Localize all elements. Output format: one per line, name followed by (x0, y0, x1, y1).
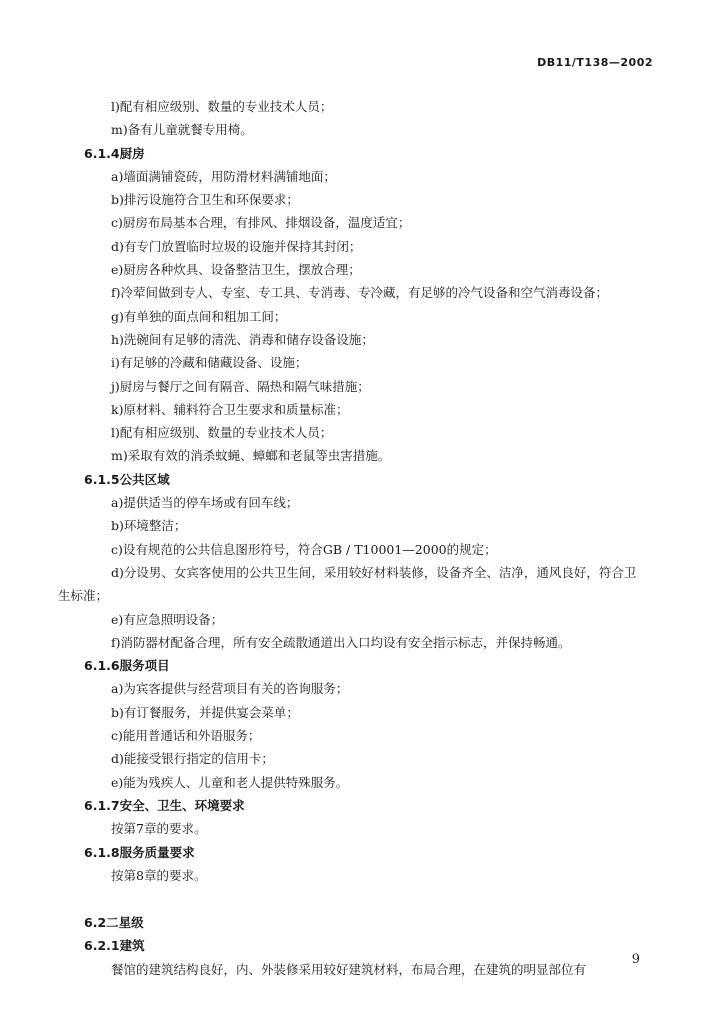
list-item: f)消防器材配备合理，所有安全疏散通道出入口均设有安全指示标志，并保持畅通。 (111, 634, 571, 650)
requirement-note: 按第7章的要求。 (111, 821, 207, 837)
section-heading (58, 468, 658, 491)
list-item: f)冷荤间做到专人、专室、专工具、专消毒、专冷藏，有足够的冷气设备和空气消毒设备； (111, 285, 609, 301)
list-item: i)有足够的冷藏和储藏设备、设施； (111, 355, 308, 371)
document-body (58, 95, 658, 981)
list-item: b)环境整洁； (111, 518, 187, 534)
list-item: k)原材料、辅料符合卫生要求和质量标准； (111, 401, 349, 417)
section-gap (58, 887, 658, 911)
list-item: j)厨房与餐厅之间有隔音、隔热和隔气味措施； (111, 378, 370, 394)
section-heading (58, 911, 658, 934)
section-title: 二星级 (106, 915, 144, 931)
list-item: b)有订餐服务，并提供宴会菜单； (111, 704, 299, 720)
list-item: m)采取有效的消杀蚊蝇、蟑螂和老鼠等虫害措施。 (111, 448, 391, 464)
section-number: 6.2 (84, 915, 107, 931)
section-number: 6.1.7 (84, 797, 120, 813)
section-heading (58, 794, 658, 817)
section-title: 安全、卫生、环境要求 (119, 797, 245, 813)
section-heading (58, 934, 658, 957)
list-item: a)为宾客提供与经营项目有关的咨询服务； (111, 681, 349, 697)
list-item: l)配有相应级别、数量的专业技术人员； (111, 99, 333, 114)
list-item: e)厨房各种炊具、设备整洁卫生，摆放合理； (111, 262, 361, 278)
section-heading (58, 654, 658, 677)
section-title: 厨房 (119, 145, 145, 161)
list-item: c)能用普通话和外语服务； (111, 728, 261, 744)
paragraph: 餐馆的建筑结构良好，内、外装修采用较好建筑材料，布局合理，在建筑的明显部位有 (111, 961, 587, 977)
list-item-continuation: 生标准； (58, 588, 109, 604)
list-item: d)能接受银行指定的信用卡； (111, 751, 274, 767)
list-item: h)洗碗间有足够的清洗、消毒和储存设备设施； (111, 331, 374, 347)
list-item: g)有单独的面点间和粗加工间； (111, 308, 287, 324)
section-number: 6.1.5 (84, 471, 120, 487)
list-item: a)墙面满铺瓷砖，用防滑材料满铺地面； (111, 168, 336, 184)
list-item: e)能为残疾人、儿童和老人提供特殊服务。 (111, 774, 349, 790)
section-title: 建筑 (119, 938, 145, 954)
list-item: l)配有相应级别、数量的专业技术人员； (111, 425, 333, 441)
list-item: d)有专门放置临时垃圾的设施并保持其封闭； (111, 238, 362, 254)
section-heading (58, 841, 658, 864)
list-item: b)排污设施符合卫生和环保要求； (111, 192, 299, 208)
section-title: 服务项目 (119, 658, 170, 674)
page-number: 9 (631, 952, 640, 967)
section-heading (58, 142, 658, 165)
requirement-note: 按第8章的要求。 (111, 867, 207, 883)
standard-code: DB11/T138—2002 (537, 56, 653, 69)
list-item: d)分设男、女宾客使用的公共卫生间，采用较好材料装修，设备齐全、洁净，通风良好，符合卫 (111, 564, 637, 580)
list-item: c)设有规范的公共信息图形符号，符合GB / T10001—2000的规定； (111, 541, 497, 557)
section-number: 6.1.8 (84, 844, 120, 860)
section-number: 6.1.6 (84, 658, 120, 674)
list-item: c)厨房布局基本合理，有排风、排烟设备，温度适宜； (111, 215, 411, 231)
section-number: 6.2.1 (84, 938, 120, 954)
section-number: 6.1.4 (84, 145, 120, 161)
list-item: m)备有儿童就餐专用椅。 (111, 122, 253, 138)
section-title: 公共区域 (119, 471, 170, 487)
list-item: a)提供适当的停车场或有回车线； (111, 495, 299, 511)
list-item: e)有应急照明设备； (111, 611, 224, 627)
section-title: 服务质量要求 (119, 844, 195, 860)
